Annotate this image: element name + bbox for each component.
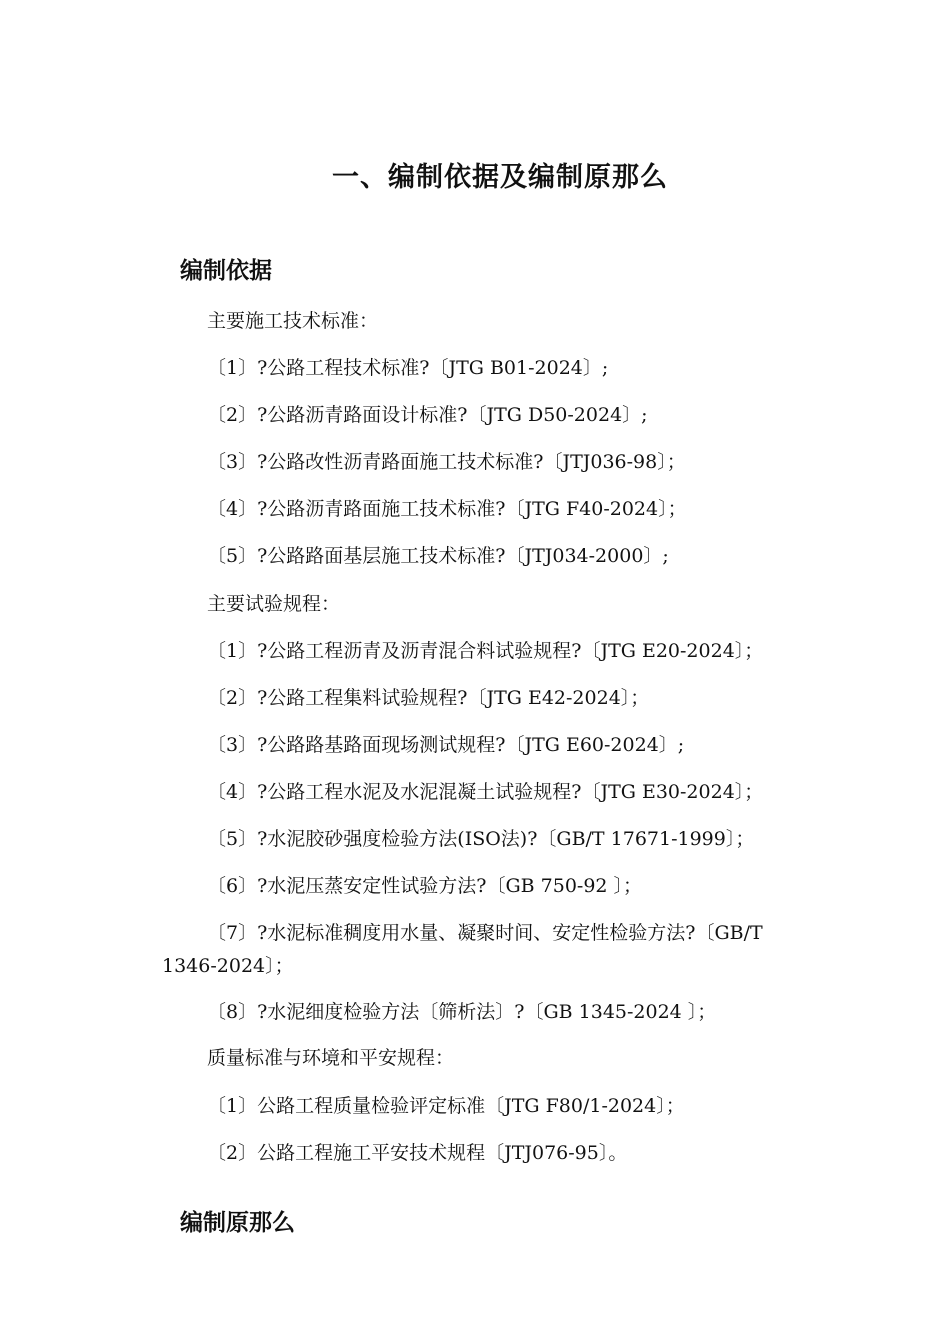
section-heading-basis: 编制依据: [180, 258, 272, 284]
group-label-construction-standards: 主要施工技术标准：: [207, 310, 379, 332]
list-item: 〔2〕?公路工程集料试验规程?〔JTG E42-2024〕；: [207, 687, 650, 709]
list-item: 〔5〕?水泥胶砂强度检验方法(ISO法)?〔GB/T 17671-1999〕；: [207, 828, 755, 850]
list-item: 〔1〕公路工程质量检验评定标准〔JTG F80/1-2024〕；: [207, 1095, 685, 1117]
list-item: 〔7〕?水泥标准稠度用水量、凝聚时间、安定性检验方法?〔GB/T: [207, 922, 763, 944]
list-item: 〔3〕?公路改性沥青路面施工技术标准?〔JTJ036-98〕；: [207, 451, 686, 473]
list-item: 〔3〕?公路路基路面现场测试规程?〔JTG E60-2024〕;: [207, 734, 685, 756]
group-label-quality-safety: 质量标准与环境和平安规程：: [207, 1047, 455, 1069]
list-item: 〔2〕?公路沥青路面设计标准?〔JTG D50-2024〕;: [207, 404, 648, 426]
list-item-continuation: 1346-2024〕；: [162, 955, 294, 977]
list-item: 〔4〕?公路工程水泥及水泥混凝土试验规程?〔JTG E30-2024〕；: [207, 781, 764, 803]
list-item: 〔8〕?水泥细度检验方法〔筛析法〕?〔GB 1345-2024 〕；: [207, 1001, 717, 1023]
section-heading-principles: 编制原那么: [180, 1210, 295, 1236]
list-item: 〔6〕?水泥压蒸安定性试验方法?〔GB 750-92 〕；: [207, 875, 643, 897]
list-item: 〔4〕?公路沥青路面施工技术标准?〔JTG F40-2024〕；: [207, 498, 687, 520]
page-title: 一、编制依据及编制原那么: [332, 162, 668, 193]
list-item: 〔1〕?公路工程技术标准?〔JTG B01-2024〕;: [207, 357, 609, 379]
list-item: 〔1〕?公路工程沥青及沥青混合料试验规程?〔JTG E20-2024〕；: [207, 640, 764, 662]
list-item: 〔5〕?公路路面基层施工技术标准?〔JTJ034-2000〕;: [207, 545, 669, 567]
list-item: 〔2〕公路工程施工平安技术规程〔JTJ076-95〕。: [207, 1142, 628, 1164]
group-label-test-procedures: 主要试验规程：: [207, 593, 341, 615]
